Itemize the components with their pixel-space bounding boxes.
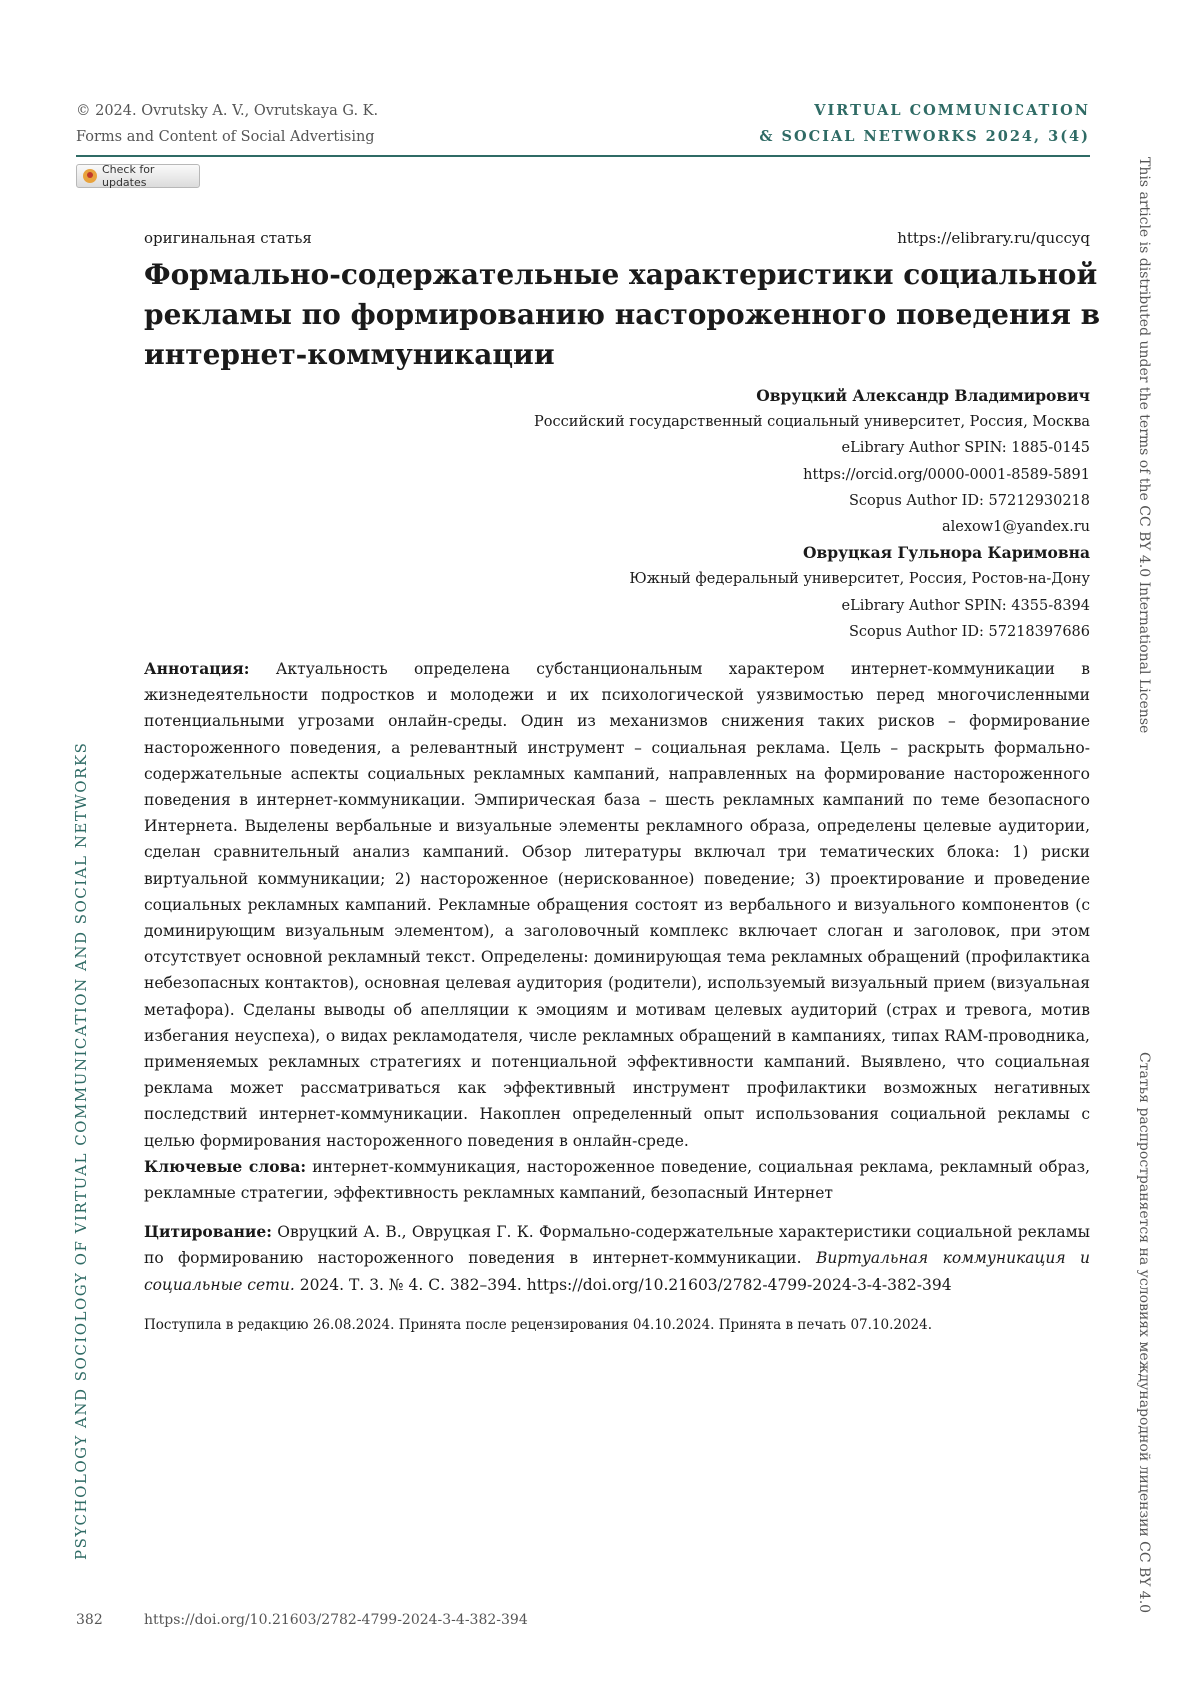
abstract-text: Актуальность определена субстанциональным характером интернет-коммуникации в жизнедеятельности подростков и молодежи и их психологической уязвимостью перед многочисленными потенциальными угрозами онлайн-среды. Один из механизмов снижения таких рисков – формирование настороженного поведения, а релевантный инструмент – социальная реклама. Цель – раскрыть формально-содержательные аспекты социальных рекламных кампаний, направленных на формирование настороженного поведения в интернет-коммуникации. Эмпирическая база – шесть рекламных кампаний по теме безопасного Интернета. Выделены вербальные и визуальные элементы рекламного образа, определены целевые аудитории, сделан сравнительный анализ кампаний. Обзор литературы включал три тематических блока: 1) риски виртуальной коммуникации; 2) настороженное (нерискованное) поведение; 3) проектирование и проведение социальных рекламных кампаний. Рекламные обращения состоят из вербального и визуального компонентов (с доминирующим визуальным элементом), а заголовочный комплекс включает слоган и заголовок, при этом отсутствует основной рекламный текст. Определены: доминирующая тема рекламных обращений (профилактика небезопасных контактов), основная целевая аудитория (родители), используемый визуальный прием (визуальная метафора). Сделаны выводы об апелляции к эмоциям и мотивам целевых аудиторий (страх и тревога, мотив избегания неуспеха), о видах рекламодателя, числе рекламных обращений в кампаниях, типах RAM-проводника, применяемых рекламных стратегиях и потенциальной эффективности кампаний. Выявлено, что социальная реклама может рассматриваться как эффективный инструмент профилактики возможных негативных последствий интернет-коммуникации. Накоплен определенный опыт использования социальной рекламы с целью формирования настороженного поведения в онлайн-среде. (144, 660, 1090, 1150)
author-orcid-link[interactable]: https://orcid.org/0000-0001-8589-5891 (803, 466, 1090, 483)
abstract (144, 656, 1090, 1154)
page-number: 382 (76, 1612, 103, 1628)
author-name: Овруцкая Гульнора Каримовна (802, 543, 1090, 563)
article-body (144, 656, 1090, 1338)
journal-title (759, 98, 1090, 150)
side-license-ru: Статья распространяется на условиях международной лицензии CC BY 4.0 (1136, 1052, 1152, 1614)
author-email-link[interactable]: alexow1@yandex.ru (941, 519, 1090, 536)
received-dates: Поступила в редакцию 26.08.2024. Принята после рецензирования 04.10.2024. Принята в печать 07.10.2024. (144, 1316, 933, 1333)
abstract-label: Аннотация: (144, 659, 250, 678)
article-url[interactable]: https://elibrary.ru/quccyq (897, 229, 1090, 247)
author-scopus: Scopus Author ID: 57212930218 (848, 492, 1090, 509)
header-left (76, 98, 378, 150)
author-spin: eLibrary Author SPIN: 1885-0145 (841, 440, 1090, 457)
citation-journal: Виртуальная коммуникация и социальные сети. (144, 1249, 1090, 1294)
side-license-en: This article is distributed under the terms of the CC BY 4.0 International License (1136, 157, 1152, 734)
copyright: © 2024. Ovrutsky A. V., Ovrutskaya G. K. (76, 103, 379, 119)
author-scopus: Scopus Author ID: 57218397686 (848, 623, 1090, 640)
citation-label: Цитирование: (144, 1222, 272, 1242)
author-spin: eLibrary Author SPIN: 4355-8394 (841, 597, 1090, 614)
citation (144, 1219, 1090, 1298)
authors-block (130, 383, 1090, 645)
journal-title-line1: VIRTUAL COMMUNICATION (814, 102, 1090, 119)
author-affiliation: Российский государственный социальный университет, Россия, Москва (534, 414, 1090, 431)
keywords-text: интернет-коммуникация, настороженное поведение, социальная реклама, рекламный образ, рекламные стратегии, эффективность рекламных кампаний, безопасный Интернет (144, 1157, 1090, 1203)
journal-title-line2: & SOCIAL NETWORKS 2024, 3(4) (759, 128, 1090, 145)
footer-doi-link[interactable]: https://doi.org/10.21603/2782-4799-2024-3-4-382-394 (144, 1612, 528, 1628)
citation-text: Овруцкий А. В., Овруцкая Г. К. Формально-содержательные характеристики социальной рекламы по формированию настороженного поведения в интернет-коммуникации. (144, 1223, 1090, 1268)
article-type: оригинальная статья (144, 229, 312, 247)
crossmark-icon (83, 169, 97, 183)
side-journal-section: PSYCHOLOGY AND SOCIOLOGY OF VIRTUAL COMMUNICATION AND SOCIAL NETWORKS (72, 741, 90, 1560)
keywords-label: Ключевые слова: (144, 1156, 307, 1176)
citation-details: 2024. Т. 3. № 4. С. 382–394. https://doi.org/10.21603/2782-4799-2024-3-4-382-394 (299, 1275, 952, 1294)
author-name: Овруцкий Александр Владимирович (756, 386, 1090, 405)
keywords (144, 1154, 1090, 1206)
author-affiliation: Южный федеральный университет, Россия, Ростов-на-Дону (629, 571, 1090, 588)
article-title: Формально-содержательные характеристики социальной рекламы по формированию настороженного поведения в интернет-коммуникации (144, 258, 1101, 371)
article-short-title: Forms and Content of Social Advertising (76, 129, 375, 145)
check-updates-button[interactable] (76, 164, 200, 188)
check-updates-label: Check for updates (102, 163, 155, 189)
header-divider (76, 155, 1090, 157)
